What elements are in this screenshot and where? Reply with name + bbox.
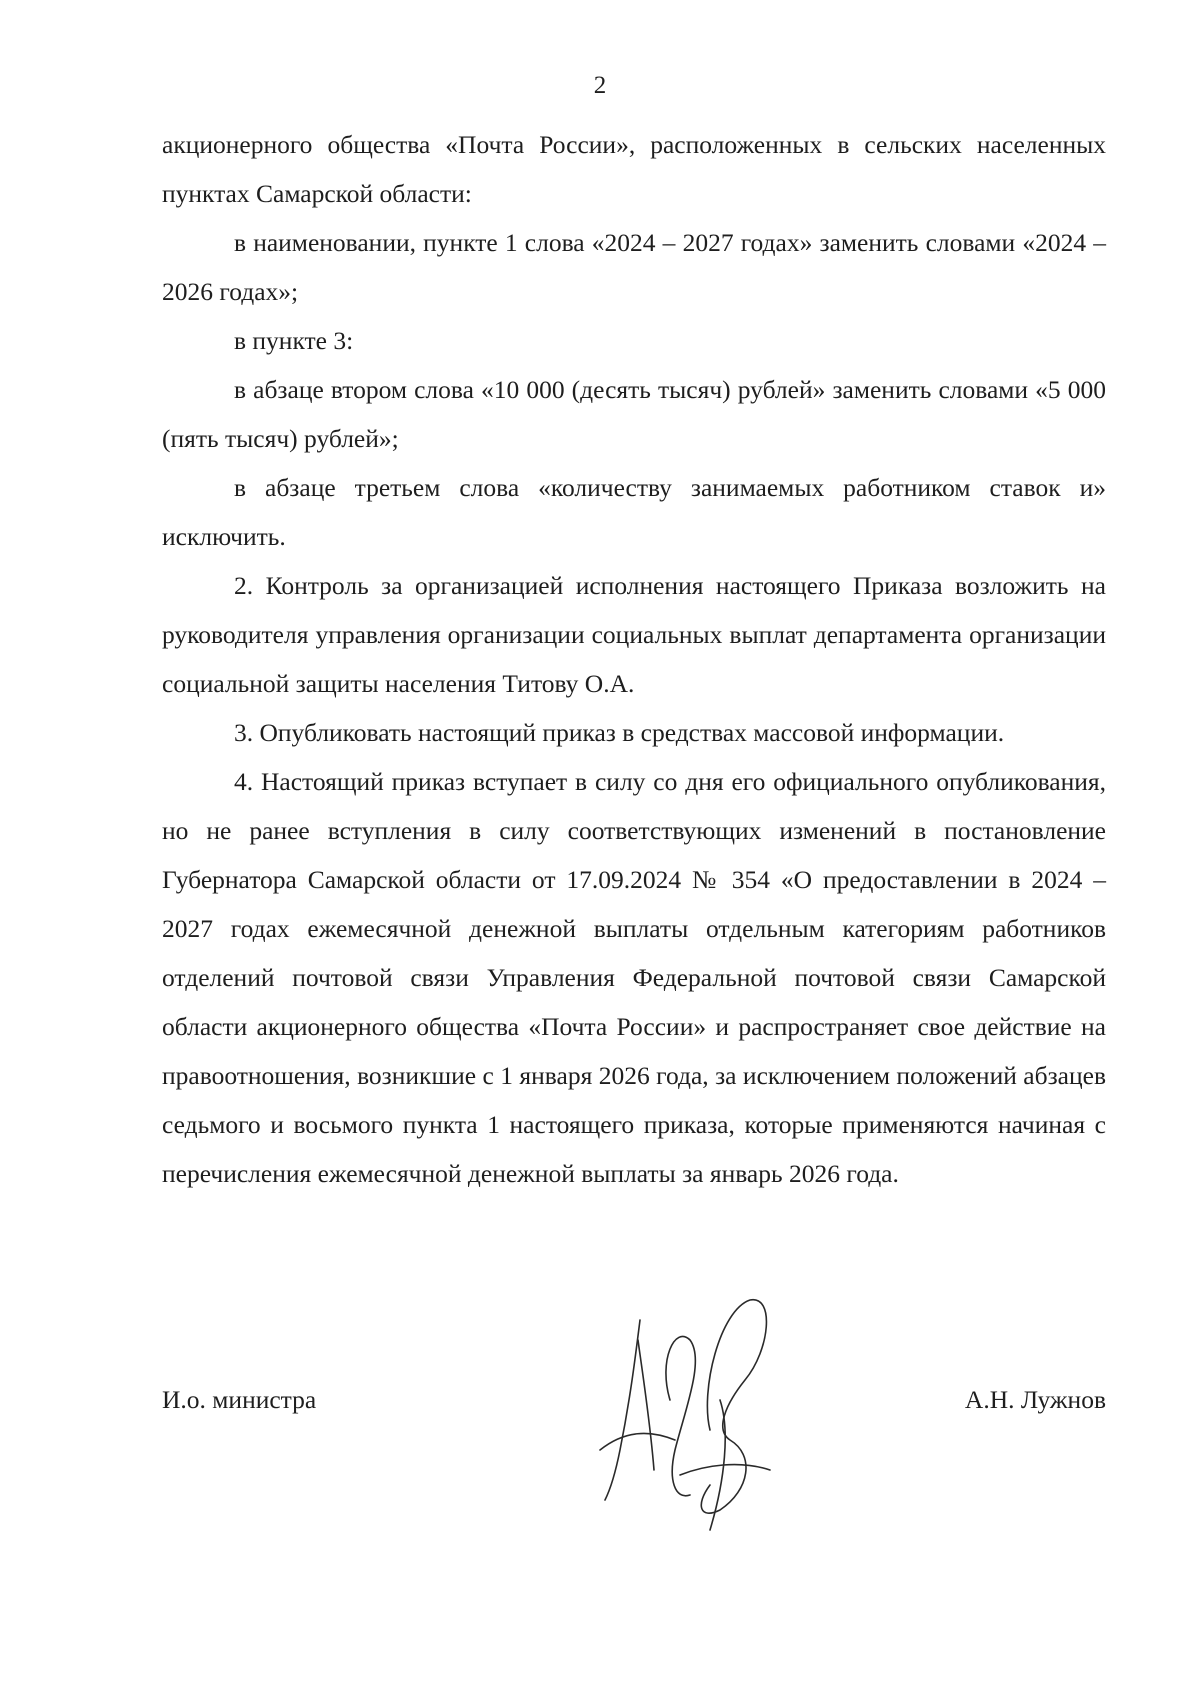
- signatory-position: И.о. министра: [162, 1385, 317, 1414]
- document-body: [162, 120, 1106, 1198]
- paragraph-second-abzac: в абзаце втором слова «10 000 (десять тысяч) рублей» заменить словами «5 000 (пять тысяч) рублей»;: [162, 375, 1106, 453]
- handwritten-signature: [580, 1280, 800, 1540]
- paragraph-item3-header: в пункте 3:: [234, 326, 354, 355]
- paragraph-item-4-effective: 4. Настоящий приказ вступает в силу со дня его официального опубликования, но не ранее вступления в силу соответствующих изменений в постановление Губернатора Самарской области от 17.09.2024 № 354 «О предоставлении в 2024 – 2027 годах ежемесячной денежной выплаты отдельным категориям работников отделений почтовой связи Управления Федеральной почтовой связи Самарской области акционерного общества «Почта России» и распространяет свое действие на правоотношения, возникшие с 1 января 2026 года, за исключением положений абзацев седьмого и восьмого пункта 1 настоящего приказа, которые применяются начиная с перечисления ежемесячной денежной выплаты за январь 2026 года.: [162, 767, 1106, 1188]
- paragraph-item-3-publish: 3. Опубликовать настоящий приказ в средствах массовой информации.: [234, 718, 1005, 747]
- signatory-name: А.Н. Лужнов: [964, 1385, 1106, 1414]
- page-number: 2: [593, 72, 607, 99]
- paragraph-continuation: акционерного общества «Почта России», расположенных в сельских населенных пунктах Самарской области:: [162, 130, 1106, 208]
- paragraph-item-2-control: 2. Контроль за организацией исполнения настоящего Приказа возложить на руководителя управления организации социальных выплат департамента организации социальной защиты населения Титову О.А.: [162, 571, 1106, 698]
- paragraph-third-abzac: в абзаце третьем слова «количеству занимаемых работником ставок и» исключить.: [162, 473, 1106, 551]
- paragraph-title-amendment: в наименовании, пункте 1 слова «2024 – 2027 годах» заменить словами «2024 – 2026 годах»;: [162, 228, 1106, 306]
